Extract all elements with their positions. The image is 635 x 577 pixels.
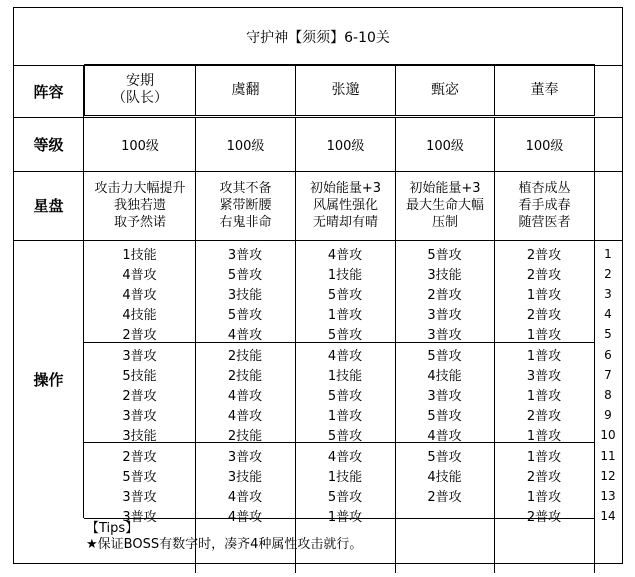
op-cell: 5普攻: [227, 267, 263, 283]
star-line: 无晴却有晴: [312, 215, 378, 230]
row-divider: [14, 240, 622, 241]
hero-level: 100级: [121, 138, 159, 154]
table-title: 守护神【须须】6-10关: [14, 8, 622, 66]
op-cell: 2普攻: [427, 287, 462, 303]
step-number: 2: [604, 267, 612, 281]
op-cell: 1普攻: [327, 509, 363, 525]
hero-level: 100级: [525, 138, 564, 154]
op-cell: 3技能: [122, 428, 157, 444]
op-cell: 1普攻: [526, 449, 562, 465]
op-cell: 3技能: [227, 469, 263, 485]
star-line: 右鬼非命: [219, 215, 272, 230]
tips-body: ★保证BOSS有数字时，凑齐4种属性攻击就行。: [86, 537, 363, 552]
hero-name: 安期: [126, 73, 154, 89]
op-cell: 5普攻: [327, 428, 363, 444]
op-cell: 3普攻: [526, 368, 562, 384]
op-cell: 4普攻: [227, 327, 263, 343]
op-cell: 4普攻: [122, 267, 157, 283]
level-label: 等级: [33, 135, 64, 154]
op-cell: 4普攻: [122, 287, 157, 303]
op-cell: 4普攻: [427, 428, 462, 444]
star-line: 最大生命大幅: [405, 198, 484, 213]
step-number: 10: [600, 428, 616, 442]
op-cell: 4普攻: [327, 348, 363, 364]
op-cell: 3普攻: [427, 327, 462, 343]
op-cell: 4技能: [427, 469, 462, 485]
op-cell: 5普攻: [327, 489, 363, 505]
star-line: 风属性强化: [312, 198, 378, 213]
op-cell: 5普攻: [327, 287, 363, 303]
op-cell: 1普攻: [327, 408, 363, 424]
star-line: 随营医者: [518, 215, 571, 230]
hero-star: [494, 172, 595, 239]
op-cell: 3普攻: [122, 509, 157, 525]
hero-role: （队长）: [112, 90, 168, 106]
op-cell: 1技能: [327, 267, 363, 283]
step-number: 4: [604, 307, 612, 321]
op-cell: 4普攻: [327, 247, 363, 263]
step-number: 1: [604, 247, 612, 261]
star-line: 初始能量+3: [409, 181, 481, 196]
op-cell: 2普攻: [122, 388, 157, 404]
step-number: 3: [604, 287, 612, 301]
op-cell: 1技能: [327, 368, 363, 384]
op-cell: 1普攻: [526, 327, 562, 343]
star-line: 我独若遗: [113, 198, 166, 213]
hero-star: [84, 172, 196, 239]
op-cell: 1技能: [327, 469, 363, 485]
op-cell: 5普攻: [227, 307, 263, 323]
hero-star: [295, 172, 396, 239]
op-cell: 5普攻: [122, 469, 157, 485]
op-cell: 2普攻: [526, 307, 562, 323]
hero-name-cell: [494, 64, 595, 116]
star-line: 压制: [431, 215, 458, 230]
op-cell: 4普攻: [227, 408, 263, 424]
op-cell: 4技能: [122, 307, 157, 323]
op-cell: 1普攻: [327, 307, 363, 323]
op-cell: 2普攻: [427, 489, 462, 505]
hero-name-cell: [295, 64, 396, 116]
op-cell: 2技能: [227, 428, 263, 444]
step-number: 12: [600, 469, 616, 483]
op-cell: 1普攻: [526, 388, 562, 404]
op-cell: 3技能: [427, 267, 462, 283]
op-cell: 5普攻: [427, 348, 462, 364]
op-cell: 3普攻: [427, 388, 462, 404]
op-cell: 2普攻: [526, 267, 562, 283]
star-line: 攻其不备: [219, 181, 272, 196]
hero-star: [395, 172, 495, 239]
op-cell: 5普攻: [427, 408, 462, 424]
hero-name-cell: [195, 64, 296, 116]
step-number: 6: [604, 348, 612, 362]
strategy-table: [13, 7, 623, 564]
op-cell: 5技能: [122, 368, 157, 384]
star-line: 紧带断腰: [219, 198, 272, 213]
hero-name: 甄宓: [431, 81, 459, 98]
step-number: 14: [600, 509, 616, 523]
op-cell: 2普攻: [526, 509, 562, 525]
ops-label: 操作: [33, 370, 64, 389]
step-number: 7: [604, 368, 612, 382]
hero-level: 100级: [226, 138, 265, 154]
hero-name-cell: [84, 64, 196, 116]
step-number: 13: [600, 489, 616, 503]
op-cell: 2普攻: [122, 327, 157, 343]
lineup-label: 阵容: [33, 82, 64, 101]
op-cell: 2普攻: [526, 469, 562, 485]
op-cell: 1技能: [122, 247, 157, 263]
op-cell: 4普攻: [227, 509, 263, 525]
op-cell: 2普攻: [526, 408, 562, 424]
op-cell: 2普攻: [122, 449, 157, 465]
op-cell: 1普攻: [526, 428, 562, 444]
op-cell: 5普攻: [427, 449, 462, 465]
op-cell: 4普攻: [227, 388, 263, 404]
step-number: 9: [604, 408, 612, 422]
op-cell: 2技能: [227, 368, 263, 384]
hero-name: 虞翻: [231, 81, 260, 98]
hero-name: 张邈: [331, 81, 360, 98]
op-cell: 5普攻: [427, 247, 462, 263]
op-cell: 3技能: [227, 287, 263, 303]
row-divider: [14, 117, 622, 118]
hero-star: [195, 172, 296, 239]
op-cell: 3普攻: [122, 348, 157, 364]
op-cell: 3普攻: [122, 408, 157, 424]
star-line: 取予然诺: [113, 215, 166, 230]
step-number: 8: [604, 388, 612, 402]
op-cell: 3普攻: [227, 247, 263, 263]
star-label: 星盘: [33, 197, 64, 215]
op-cell: 4技能: [427, 368, 462, 384]
star-line: 初始能量+3: [309, 181, 382, 196]
step-number: 11: [600, 449, 616, 463]
hero-level: 100级: [326, 138, 365, 154]
op-cell: 4普攻: [227, 489, 263, 505]
star-line: 看手成春: [518, 198, 571, 213]
tips: [86, 521, 362, 553]
op-cell: [395, 505, 494, 525]
op-cell: 2技能: [227, 348, 263, 364]
op-cell: 4普攻: [327, 449, 363, 465]
hero-level: 100级: [426, 138, 464, 154]
hero-name: 董奉: [530, 81, 559, 98]
op-cell: 3普攻: [122, 489, 157, 505]
tips-head: 【Tips】: [86, 521, 139, 536]
star-line: 植杏成丛: [518, 181, 571, 196]
op-cell: 5普攻: [327, 327, 363, 343]
hero-name-cell: [395, 64, 495, 116]
op-cell: 5普攻: [327, 388, 363, 404]
op-cell: 3普攻: [427, 307, 462, 323]
star-line: 攻击力大幅提升: [94, 181, 186, 196]
op-cell: 1普攻: [526, 348, 562, 364]
row-divider: [14, 171, 622, 172]
op-cell: 1普攻: [526, 287, 562, 303]
op-cell: 3普攻: [227, 449, 263, 465]
step-number: 5: [604, 327, 612, 341]
op-cell: 2普攻: [526, 247, 562, 263]
op-cell: 1普攻: [526, 489, 562, 505]
